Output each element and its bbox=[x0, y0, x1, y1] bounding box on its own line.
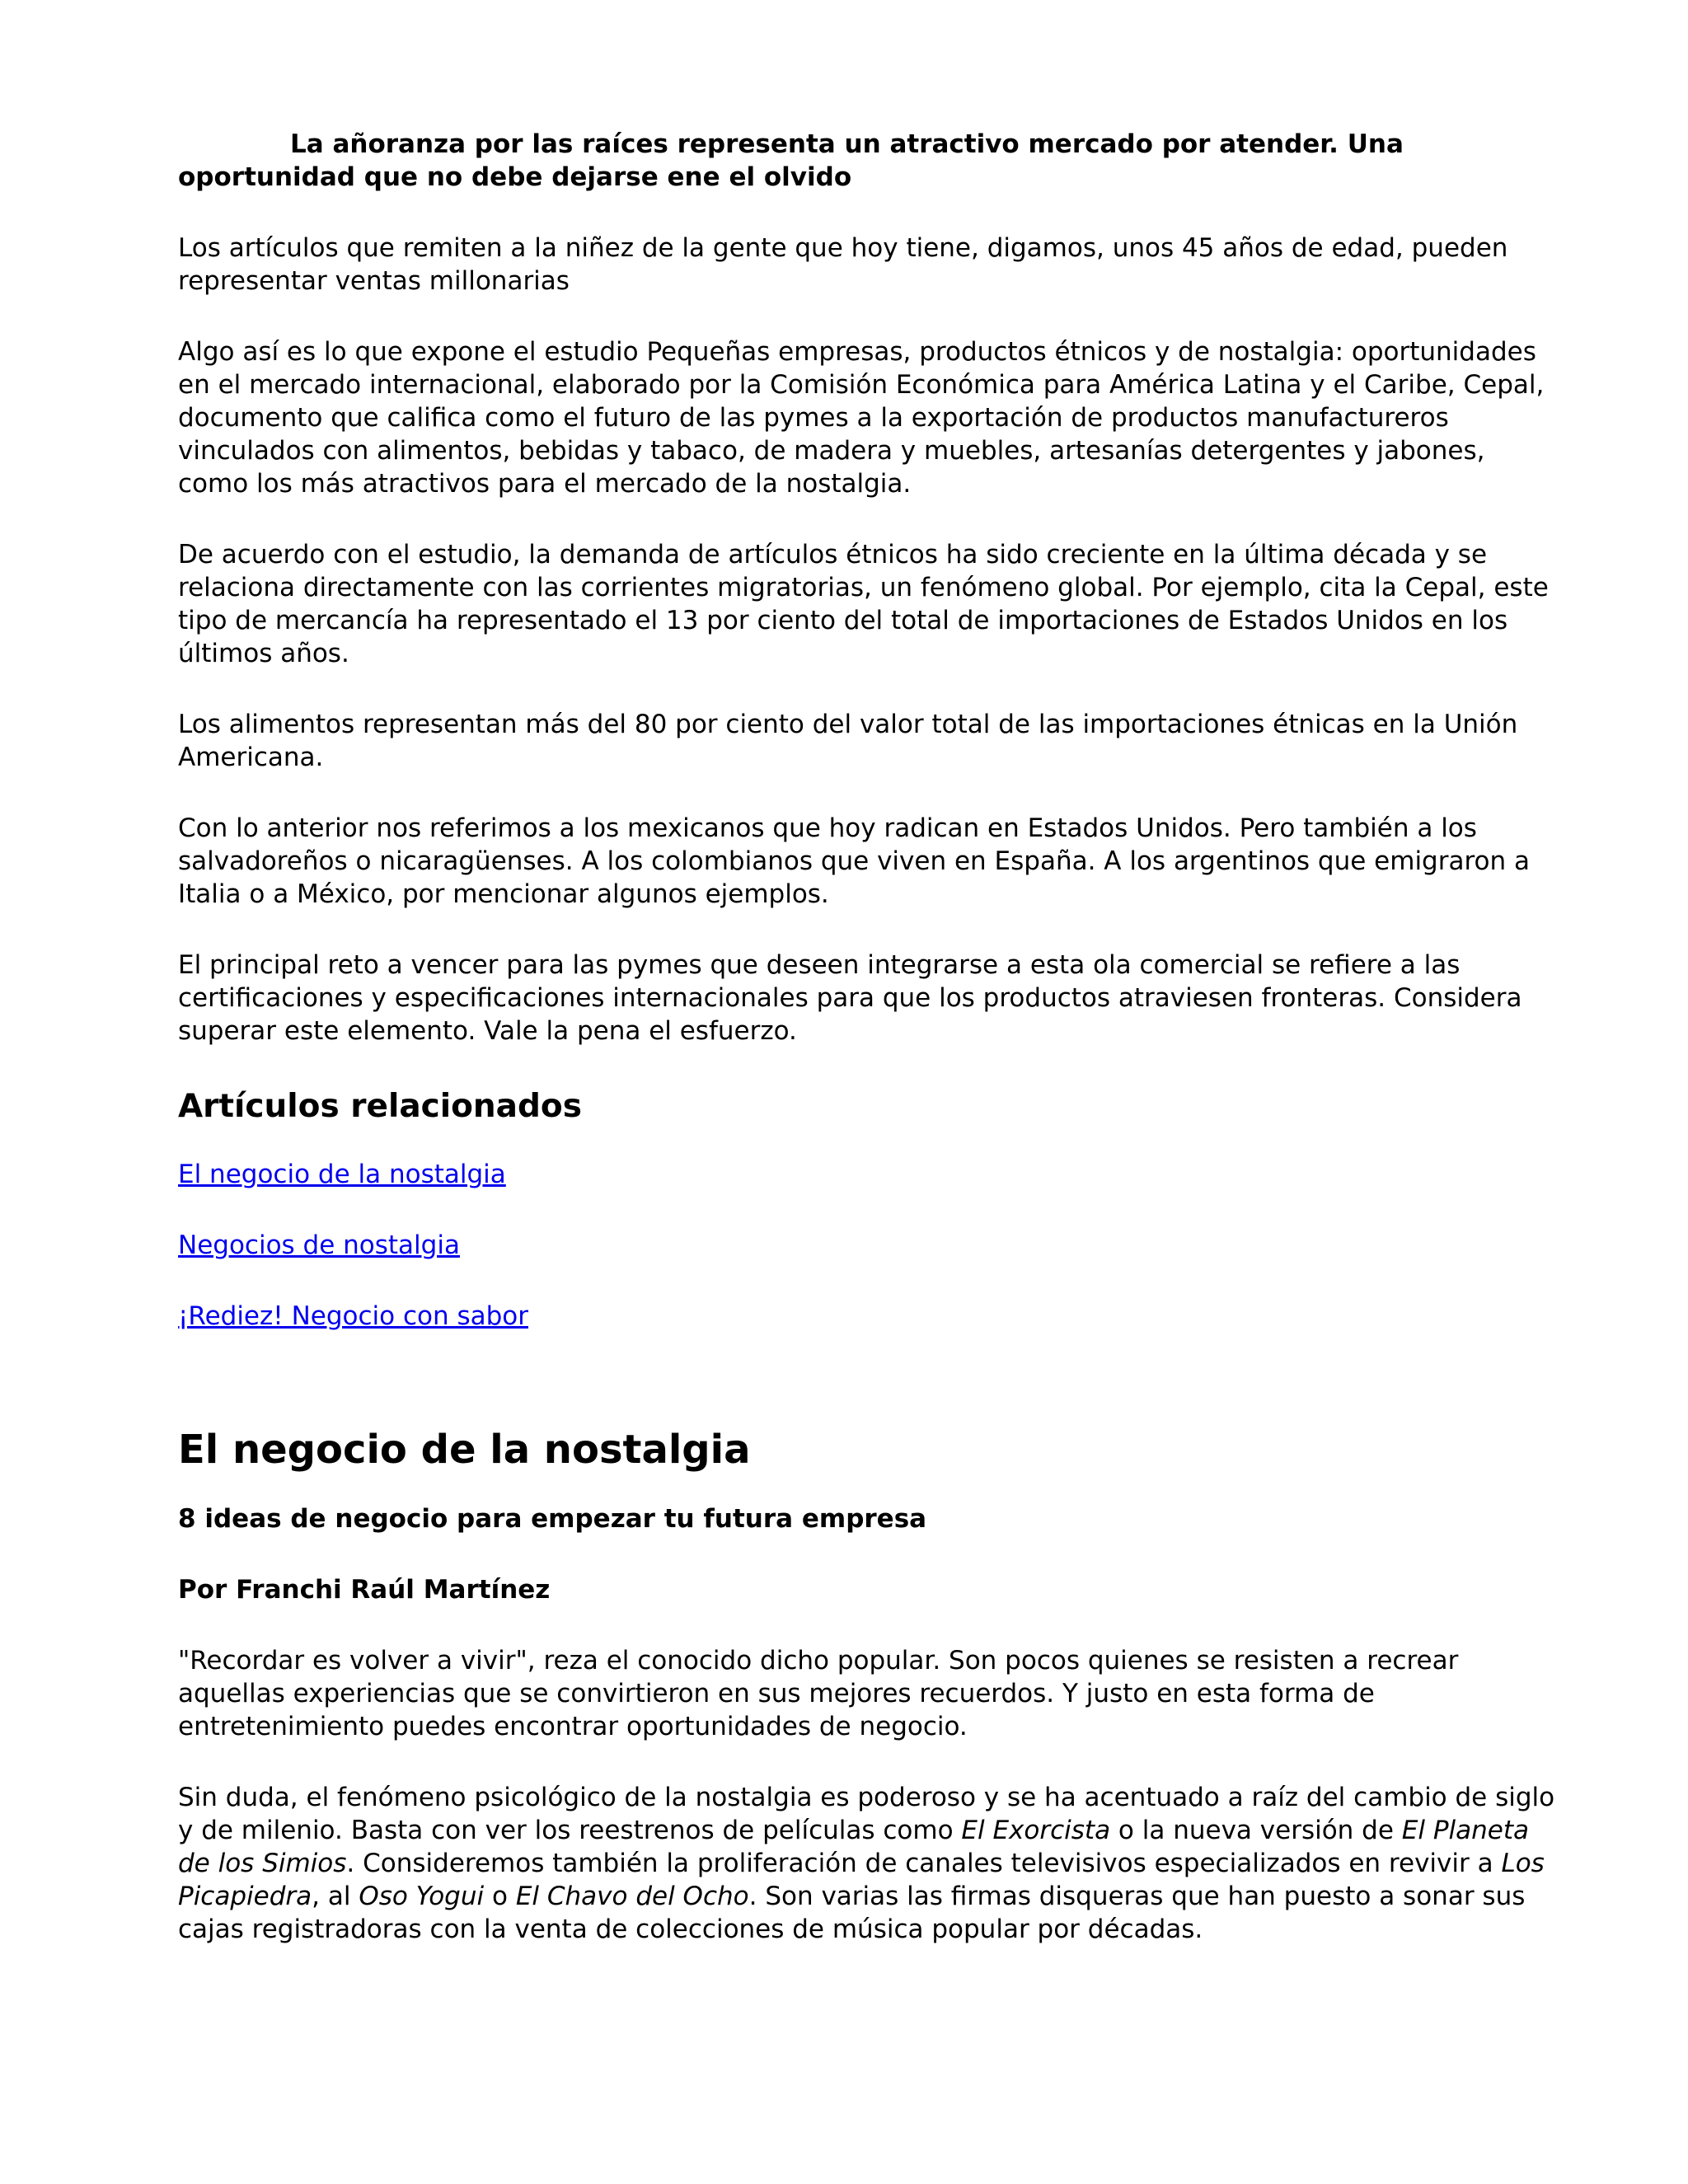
article-paragraph bbox=[178, 1781, 1563, 1946]
tv-show-title: Los Picapiedra bbox=[178, 1849, 1545, 1911]
article-paragraph: De acuerdo con el estudio, la demanda de artículos étnicos ha sido creciente en la última década y se relaciona directamente con las corrientes migratorias, un fenómeno global. Por ejemplo, cita la Cepal, este tipo de mercancía ha representado el 13 por ciento del total de importaciones de Estados Unidos en los últimos años. bbox=[178, 540, 1549, 668]
movie-title: El Planeta de los Simios bbox=[178, 1816, 1530, 1878]
text-run: o la nueva versión de bbox=[1110, 1816, 1402, 1845]
article-paragraph: Algo así es lo que expone el estudio Pequeñas empresas, productos étnicos y de nostalgia: oportunidades en el mercado internacional, elaborado por la Comisión Económica para América Latina y el Caribe, Cepal, documento que califica como el futuro de las pymes a la exportación de productos manufactureros vinculados con alimentos, bebidas y tabaco, de madera y muebles, artesanías detergentes y jabones, como los más atractivos para el mercado de la nostalgia. bbox=[178, 337, 1545, 499]
related-link-negocios-de-nostalgia[interactable]: Negocios de nostalgia bbox=[178, 1230, 460, 1260]
tv-show-title: El Chavo del Ocho bbox=[515, 1882, 749, 1911]
article-paragraph: Los artículos que remiten a la niñez de la gente que hoy tiene, digamos, unos 45 años de edad, pueden representar ventas millonarias bbox=[178, 233, 1508, 296]
article-paragraph: "Recordar es volver a vivir", reza el conocido dicho popular. Son pocos quienes se resisten a recrear aquellas experiencias que se convirtieron en sus mejores recuerdos. Y justo en esta forma de entretenimiento puedes encontrar oportunidades de negocio. bbox=[178, 1646, 1459, 1741]
article-byline: Por Franchi Raúl Martínez bbox=[178, 1575, 551, 1605]
text-run: Sin duda, el fenómeno psicológico de la nostalgia es poderoso y se ha acentuado a raíz del cambio de siglo y de milenio. Basta con ver los reestrenos de películas como bbox=[178, 1783, 1555, 1845]
text-run: , al bbox=[312, 1882, 359, 1911]
related-link-item bbox=[178, 1229, 1563, 1262]
article-paragraph: Con lo anterior nos referimos a los mexicanos que hoy radican en Estados Unidos. Pero también a los salvadoreños o nicaragüenses. A los colombianos que viven en España. A los argentinos que emigraron a Italia o a México, por mencionar algunos ejemplos. bbox=[178, 813, 1531, 909]
tv-show-title: Oso Yogui bbox=[359, 1882, 485, 1911]
article-paragraph: Los alimentos representan más del 80 por ciento del valor total de las importaciones étnicas en la Unión Americana. bbox=[178, 710, 1518, 772]
article-paragraph: El principal reto a vencer para las pymes que deseen integrarse a esta ola comercial se refiere a las certificaciones y especificaciones internacionales para que los productos atraviesen fronteras. Considera superar este elemento. Vale la pena el esfuerzo. bbox=[178, 950, 1522, 1046]
text-run: o bbox=[484, 1882, 516, 1911]
related-link-item bbox=[178, 1158, 1563, 1191]
document-page bbox=[178, 128, 1563, 1984]
text-run: . Consideremos también la proliferación de canales televisivos especializados en revivir a bbox=[346, 1849, 1502, 1878]
related-articles-heading: Artículos relacionados bbox=[178, 1088, 582, 1125]
article-lead: La añoranza por las raíces representa un atractivo mercado por atender. Una oportunidad que no debe dejarse ene el olvido bbox=[178, 129, 1404, 192]
text-run: . Son varias las firmas disqueras que han puesto a sonar sus cajas registradoras con la venta de colecciones de música popular por décadas. bbox=[178, 1882, 1526, 1944]
related-link-negocio-nostalgia[interactable]: El negocio de la nostalgia bbox=[178, 1160, 506, 1189]
article-subtitle: 8 ideas de negocio para empezar tu futura empresa bbox=[178, 1504, 927, 1534]
related-link-rediez[interactable]: ¡Rediez! Negocio con sabor bbox=[178, 1301, 528, 1331]
related-link-item bbox=[178, 1300, 1563, 1333]
movie-title: El Exorcista bbox=[961, 1816, 1111, 1845]
article-title: El negocio de la nostalgia bbox=[178, 1427, 751, 1473]
